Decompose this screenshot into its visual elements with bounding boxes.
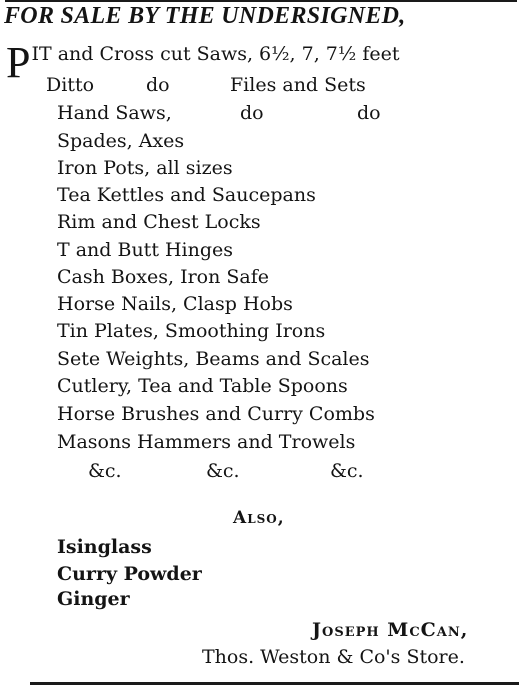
also-item: Curry Powder — [57, 563, 202, 585]
list-item: Iron Pots, all sizes — [57, 157, 233, 179]
also-heading: Also, — [233, 508, 285, 528]
list-item: Cutlery, Tea and Table Spoons — [57, 375, 348, 397]
first-item-text: IT and Cross cut Saws, 6½, 7, 7½ feet — [31, 43, 400, 65]
ditto-files: Files and Sets — [230, 74, 366, 96]
list-item: Tea Kettles and Saucepans — [57, 184, 316, 206]
signature-name: Joseph McCan, — [312, 619, 469, 641]
drop-cap-initial: P — [6, 38, 31, 87]
list-item: Tin Plates, Smoothing Irons — [57, 320, 326, 342]
etc-2: &c. — [206, 460, 240, 482]
list-item: Rim and Chest Locks — [57, 211, 261, 233]
etc-3: &c. — [330, 460, 364, 482]
also-item: Ginger — [57, 588, 130, 610]
list-item: Horse Brushes and Curry Combs — [57, 403, 375, 425]
list-item: Sete Weights, Beams and Scales — [57, 348, 370, 370]
top-rule — [5, 0, 517, 2]
ditto-do: do — [146, 74, 170, 96]
hand-saws-do-1: do — [240, 102, 264, 124]
signature-place: Thos. Weston & Co's Store. — [202, 646, 465, 668]
bottom-rule — [30, 682, 519, 685]
list-item: Horse Nails, Clasp Hobs — [57, 293, 293, 315]
list-item: Masons Hammers and Trowels — [57, 431, 356, 453]
list-item: Spades, Axes — [57, 130, 185, 152]
list-item: Cash Boxes, Iron Safe — [57, 266, 270, 288]
etc-1: &c. — [88, 460, 122, 482]
hand-saws-label: Hand Saws, — [57, 102, 172, 124]
ditto-label: Ditto — [46, 74, 95, 96]
hand-saws-do-2: do — [357, 102, 381, 124]
list-item: T and Butt Hinges — [57, 239, 234, 261]
advert-heading: FOR SALE BY THE UNDERSIGNED, — [4, 3, 406, 29]
also-item: Isinglass — [57, 536, 152, 558]
